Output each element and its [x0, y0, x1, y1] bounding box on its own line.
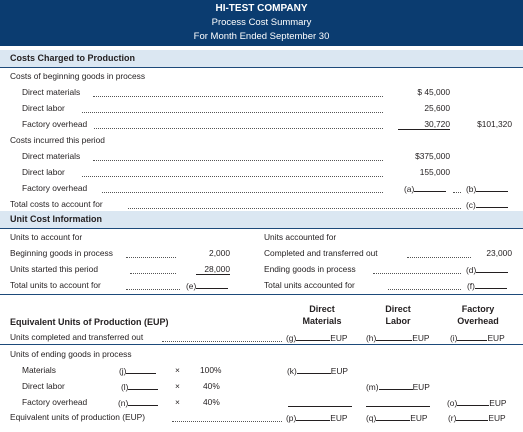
answer-blank-o[interactable]: (o) EUP: [447, 398, 507, 408]
completed-units-label: Completed and transferred out: [264, 248, 378, 258]
answer-blank-k[interactable]: (k) EUP: [287, 366, 348, 376]
beg-dm-value: $ 45,000: [417, 87, 450, 97]
answer-blank-h[interactable]: (h) EUP: [366, 333, 430, 343]
leader-dots: [453, 191, 461, 193]
eup-total-label: Equivalent units of production (EUP): [10, 412, 146, 422]
eup-ending-label: Units of ending goods in process: [10, 349, 132, 359]
divider: [0, 294, 523, 295]
unit-cost-heading: Unit Cost Information: [10, 214, 102, 224]
leader-dots: [82, 111, 383, 113]
beg-fo-label: Factory overhead: [22, 119, 88, 129]
labor-pct: 40%: [203, 381, 220, 391]
col-dl-head-2: Labor: [385, 316, 411, 326]
answer-blank-b[interactable]: (b): [466, 183, 508, 194]
materials-pct: 100%: [200, 365, 222, 375]
times-sign: ×: [175, 381, 180, 391]
divider: [0, 67, 523, 68]
answer-blank-i[interactable]: (i) EUP: [450, 333, 505, 343]
report-header: [0, 0, 523, 46]
overhead-pct: 40%: [203, 397, 220, 407]
col-fo-head-1: Factory: [461, 304, 495, 314]
leader-dots: [94, 127, 383, 129]
costs-heading: Costs Charged to Production: [10, 53, 136, 63]
answer-blank-j[interactable]: (j): [119, 365, 156, 376]
company-name: HI-TEST COMPANY: [215, 3, 308, 14]
leader-dots: [93, 159, 383, 161]
report-period: For Month Ended September 30: [193, 31, 330, 42]
answer-blank-r[interactable]: (r) EUP: [448, 413, 506, 423]
eup-heading: Equivalent Units of Production (EUP): [10, 317, 169, 327]
col-fo-head-2: Overhead: [457, 316, 499, 326]
leader-dots: [407, 256, 471, 258]
units-for-label: Units accounted for: [264, 232, 337, 242]
incurred-label: Costs incurred this period: [10, 135, 105, 145]
total-units-to-label: Total units to account for: [10, 280, 101, 290]
col-dm-head-2: Materials: [302, 316, 342, 326]
leader-dots: [388, 288, 461, 290]
answer-blank-p[interactable]: (p) EUP: [286, 413, 348, 423]
answer-blank-g[interactable]: (g) EUP: [286, 333, 348, 343]
leader-dots: [82, 175, 383, 177]
answer-blank-c[interactable]: (c): [466, 199, 508, 210]
total-units-for-label: Total units accounted for: [264, 280, 355, 290]
answer-blank-m[interactable]: (m) EUP: [366, 382, 430, 392]
cur-fo-label: Factory overhead: [22, 183, 88, 193]
beg-units-value: 2,000: [209, 248, 230, 258]
total-costs-label: Total costs to account for: [10, 199, 103, 209]
answer-blank-n[interactable]: (n): [118, 397, 158, 408]
eup-materials-label: Materials: [22, 365, 56, 375]
col-dl-head-1: Direct: [385, 304, 411, 314]
subtotal-rule-dl: [366, 406, 430, 407]
report-title: Process Cost Summary: [211, 17, 312, 28]
leader-dots: [373, 272, 461, 274]
subtotal-rule-dm: [288, 406, 352, 407]
divider: [0, 228, 523, 229]
beg-units-label: Beginning goods in process: [10, 248, 113, 258]
cur-dm-label: Direct materials: [22, 151, 81, 161]
answer-blank-d[interactable]: (d): [466, 264, 508, 275]
beg-fo-value: 30,720: [398, 119, 450, 130]
cur-dm-value: $375,000: [415, 151, 450, 161]
answer-blank-l[interactable]: (l): [121, 381, 158, 392]
col-dm-head-1: Direct: [309, 304, 335, 314]
answer-blank-a[interactable]: (a): [404, 183, 446, 194]
answer-blank-f[interactable]: (f): [467, 280, 507, 291]
cur-dl-label: Direct labor: [22, 167, 65, 177]
ending-units-label: Ending goods in process: [264, 264, 356, 274]
leader-dots: [172, 420, 282, 422]
leader-dots: [162, 340, 282, 342]
completed-units-value: 23,000: [486, 248, 512, 258]
eup-overhead-label: Factory overhead: [22, 397, 88, 407]
leader-dots: [126, 256, 176, 258]
eup-labor-label: Direct labor: [22, 381, 65, 391]
leader-dots: [128, 207, 461, 209]
answer-blank-q[interactable]: (q) EUP: [366, 413, 428, 423]
started-units-label: Units started this period: [10, 264, 98, 274]
times-sign: ×: [175, 365, 180, 375]
leader-dots: [102, 191, 383, 193]
beginning-costs-label: Costs of beginning goods in process: [10, 71, 146, 81]
leader-dots: [126, 288, 180, 290]
leader-dots: [93, 95, 383, 97]
answer-blank-e[interactable]: (e): [186, 280, 228, 291]
leader-dots: [130, 272, 176, 274]
beg-total-value: $101,320: [477, 119, 512, 129]
beg-dl-label: Direct labor: [22, 103, 65, 113]
beg-dm-label: Direct materials: [22, 87, 81, 97]
cur-dl-value: 155,000: [419, 167, 450, 177]
eup-completed-label: Units completed and transferred out: [10, 332, 144, 342]
times-sign: ×: [175, 397, 180, 407]
started-units-value: 28,000: [196, 264, 230, 275]
units-to-label: Units to account for: [10, 232, 83, 242]
divider: [0, 344, 523, 345]
beg-dl-value: 25,600: [424, 103, 450, 113]
